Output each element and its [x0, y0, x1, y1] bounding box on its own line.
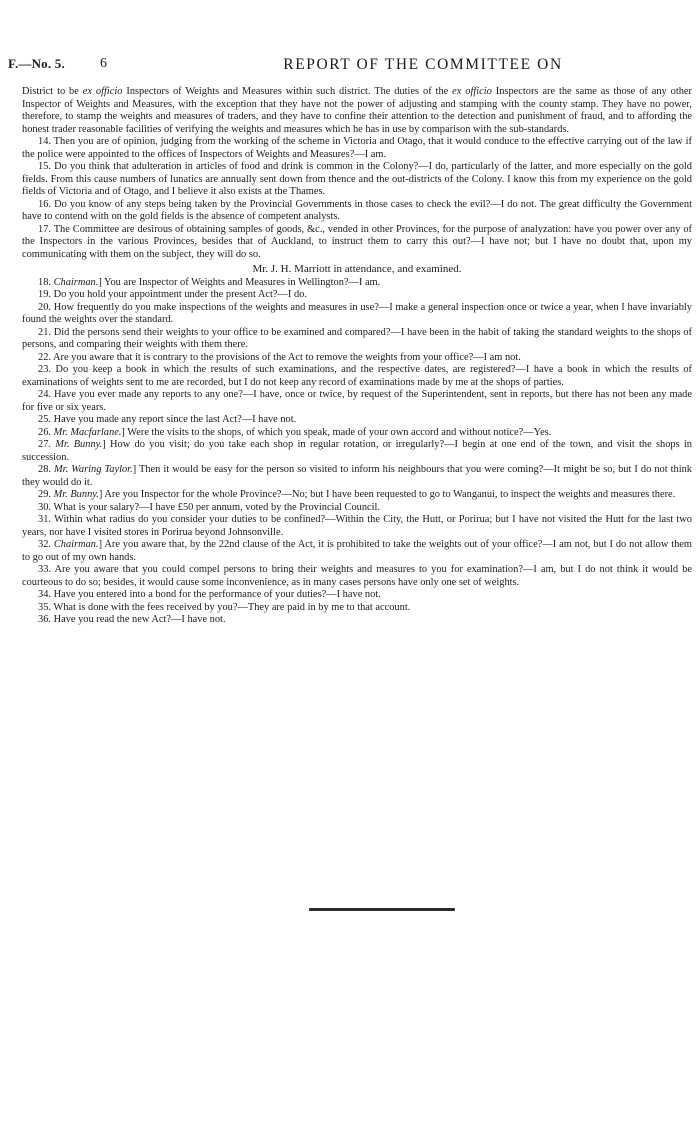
- question-26: 26. Mr. Macfarlane.] Were the visits to the shops, of which you speak, made of your own accord and without notice?—Yes.: [38, 426, 552, 438]
- closing-rule: [309, 908, 455, 911]
- speaker-name: Chairman.: [53, 276, 99, 288]
- question-17: 17. The Committee are desirous of obtaining samples of goods, &c., vended in other Provinces, for the purpose of analyzation: have you power over any of the Inspectors in the various Provinces, besides that of Auckland, to instruct them to carry this out?—I have not; but I have no doubt that, upon my communicating with them on the subject, they will do so.: [22, 223, 692, 260]
- question-27: 27. Mr. Bunny.] How do you visit; do you take each shop in regular rotation, or irregularly?—I begin at one end of the town, and visit the shops in succession.: [22, 439, 693, 463]
- question-18: 18. Chairman.] You are Inspector of Weights and Measures in Wellington?—I am.: [38, 276, 381, 288]
- question-31: 31. Within what radius do you consider your duties to be confined?—Within the City, the Hutt, or Porirua; but I have not visited the Hutt for the last two years, nor have I visited stores in Porirua beyond Johnsonville.: [22, 514, 692, 538]
- question-34: 34. Have you entered into a bond for the performance of your duties?—I have not.: [38, 589, 381, 600]
- question-24: 24. Have you ever made any reports to any one?—I have, once or twice, by request of the Superintendent, sent in reports, but there has not been any made for five or six years.: [22, 389, 692, 413]
- question-29: 29. Mr. Bunny.] Are you Inspector for the whole Province?—No; but I have been requested to go to Wanganui, to inspect the weights and measures there.: [38, 489, 676, 500]
- page-body: [22, 86, 692, 627]
- question-25: 25. Have you made any report since the last Act?—I have not.: [38, 414, 297, 425]
- paragraph-continued: District to be ex officio Inspectors of Weights and Measures within such district. The duties of the ex officio Inspectors are the same as those of any other Inspector of Weights and Measures, with the exception that they have not the power of adjusting and stamping with the county stamp. They have no power, therefore, to stamp the weights and measures of traders, and they have to confine their attention to the detection and punishment of fraud, and to affording the honest trader reasonable facilities of verifying the weights and measures which he has in use by comparison with the sub-standards.: [22, 86, 693, 135]
- page-number: 6: [100, 56, 107, 71]
- question-14: 14. Then you are of opinion, judging from the working of the scheme in Victoria and Otago, that it would conduce to the effective carrying out of the law if the police were appointed to the offices of Inspectors of Weights and Measures?—I am.: [22, 136, 692, 160]
- speaker-name: Mr. Waring Taylor.: [54, 464, 133, 475]
- speaker-name: Mr. Macfarlane.: [53, 426, 122, 438]
- question-35: 35. What is done with the fees received by you?—They are paid in by me to that account.: [38, 601, 411, 613]
- question-21: 21. Did the persons send their weights to your office to be examined and compared?—I have been in the habit of taking the standard weights to the shops of persons, and comparing their weights with them there.: [22, 326, 692, 350]
- question-22: 22. Are you aware that it is contrary to the provisions of the Act to remove the weights from your office?—I am not.: [38, 351, 521, 363]
- speaker-name: Chairman.: [53, 539, 99, 550]
- question-15: 15. Do you think that adulteration in articles of food and drink is common in the Colony?—I do, particularly of the latter, and more especially on the gold fields. From this cause numbers of lunatics are annually sent down from thence and the out-districts of the Colony. I know this from my experience on the gold fields of Victoria and of Otago, and I believe it also exists at the Thames.: [22, 161, 692, 197]
- question-20: 20. How frequently do you make inspections of the weights and measures in use?—I make a general inspection once or twice a year, when I have invariably found the weights over the standard.: [22, 301, 692, 325]
- question-33: 33. Are you aware that you could compel persons to bring their weights and measures to you for examination?—I am, but I do not think it would be courteous to do so; besides, it would cause some inconvenience, as in many cases persons have only one set of weights.: [22, 564, 692, 588]
- paper-reference: F.—No. 5.: [8, 56, 65, 71]
- witness-heading: Mr. J. H. Marriott in attendance, and examined.: [252, 263, 462, 275]
- question-23: 23. Do you keep a book in which the results of such examinations, and the respective dates, are registered?—I have a book in which the results of examinations of weights sent to me are recorded, but I do not keep any record of examinations made by me at the shops of parties.: [22, 364, 692, 388]
- page-header: [8, 56, 692, 76]
- running-title: REPORT OF THE COMMITTEE ON: [283, 56, 563, 73]
- speaker-name: Mr. Bunny.: [53, 489, 99, 500]
- speaker-name: Mr. Bunny.: [55, 439, 103, 450]
- question-30: 30. What is your salary?—I have £50 per annum, voted by the Provincial Council.: [38, 501, 381, 513]
- question-19: 19. Do you hold your appointment under the present Act?—I do.: [38, 289, 307, 300]
- question-36: 36. Have you read the new Act?—I have not.: [38, 614, 226, 625]
- question-32: 32. Chairman.] Are you aware that, by the 22nd clause of the Act, it is prohibited to take the weights out of your office?—I am not, but I do not allow them to go out of my own hands.: [22, 539, 692, 563]
- question-28: 28. Mr. Waring Taylor.] Then it would be easy for the person so visited to inform his neighbours that you were coming?—It might be so, but I do not think they would do it.: [22, 464, 693, 488]
- question-16: 16. Do you know of any steps being taken by the Provincial Governments in those cases to check the evil?—I do not. The great difficulty the Government have to contend with on the gold fields is the absence of competent analysts.: [22, 198, 692, 222]
